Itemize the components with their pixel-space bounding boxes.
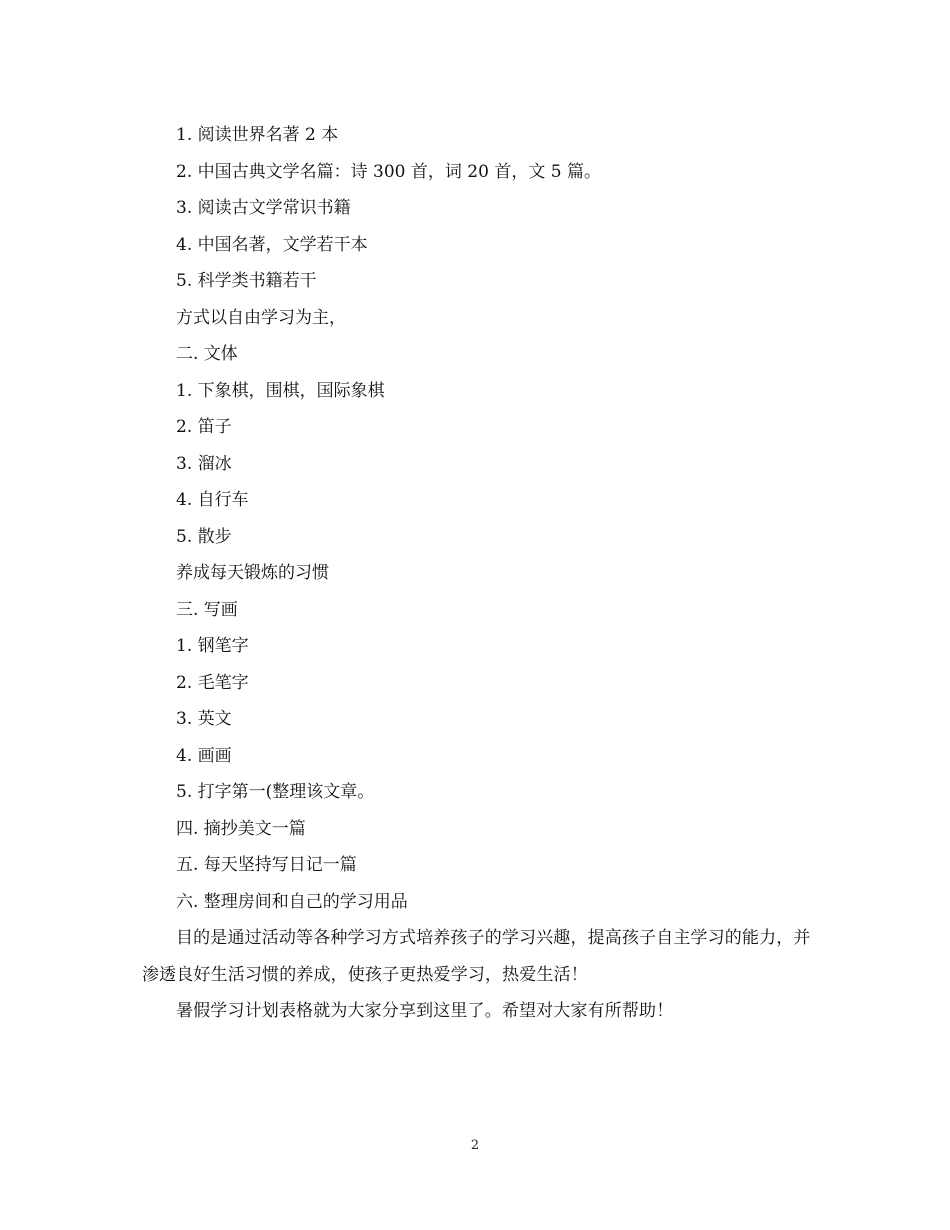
list-item: 5. 打字第一(整理该文章。 (176, 782, 375, 802)
body-paragraph: 目的是通过活动等各种学习方式培养孩子的学习兴趣，提高孩子自主学习的能力，并渗透良好生活习惯的养成，使孩子更热爱学习，热爱生活！ (142, 928, 811, 985)
list-item: 5. 科学类书籍若干 (176, 271, 317, 291)
list-item: 3. 溜冰 (176, 453, 232, 474)
list-item: 1. 钢笔字 (176, 636, 249, 656)
list-item: 4. 画画 (176, 745, 232, 766)
text-line: 养成每天锻炼的习惯 (176, 563, 329, 583)
section-heading: 二. 文体 (176, 344, 238, 364)
section-heading: 五. 每天坚持写日记一篇 (176, 855, 357, 875)
list-item: 2. 毛笔字 (176, 672, 249, 693)
list-item: 1. 下象棋，围棋，国际象棋 (176, 380, 385, 401)
list-item: 2. 中国古典文学名篇：诗 300 首，词 20 首，文 5 篇。 (176, 161, 601, 182)
section-heading: 四. 摘抄美文一篇 (176, 818, 306, 839)
list-item: 2. 笛子 (176, 417, 232, 437)
closing-paragraph: 暑假学习计划表格就为大家分享到这里了。希望对大家有所帮助！ (176, 1001, 674, 1021)
section-heading: 六. 整理房间和自己的学习用品 (176, 891, 408, 912)
list-item: 1. 阅读世界名著 2 本 (176, 125, 339, 145)
page-content (142, 117, 822, 1030)
section-heading: 三. 写画 (176, 599, 238, 620)
list-item: 4. 中国名著，文学若干本 (176, 234, 368, 255)
list-item: 3. 英文 (176, 709, 232, 729)
text-line: 方式以自由学习为主， (176, 307, 346, 328)
page-number: 2 (470, 1138, 480, 1153)
list-item: 5. 散步 (176, 526, 232, 547)
list-item: 3. 阅读古文学常识书籍 (176, 198, 351, 218)
list-item: 4. 自行车 (176, 490, 249, 510)
